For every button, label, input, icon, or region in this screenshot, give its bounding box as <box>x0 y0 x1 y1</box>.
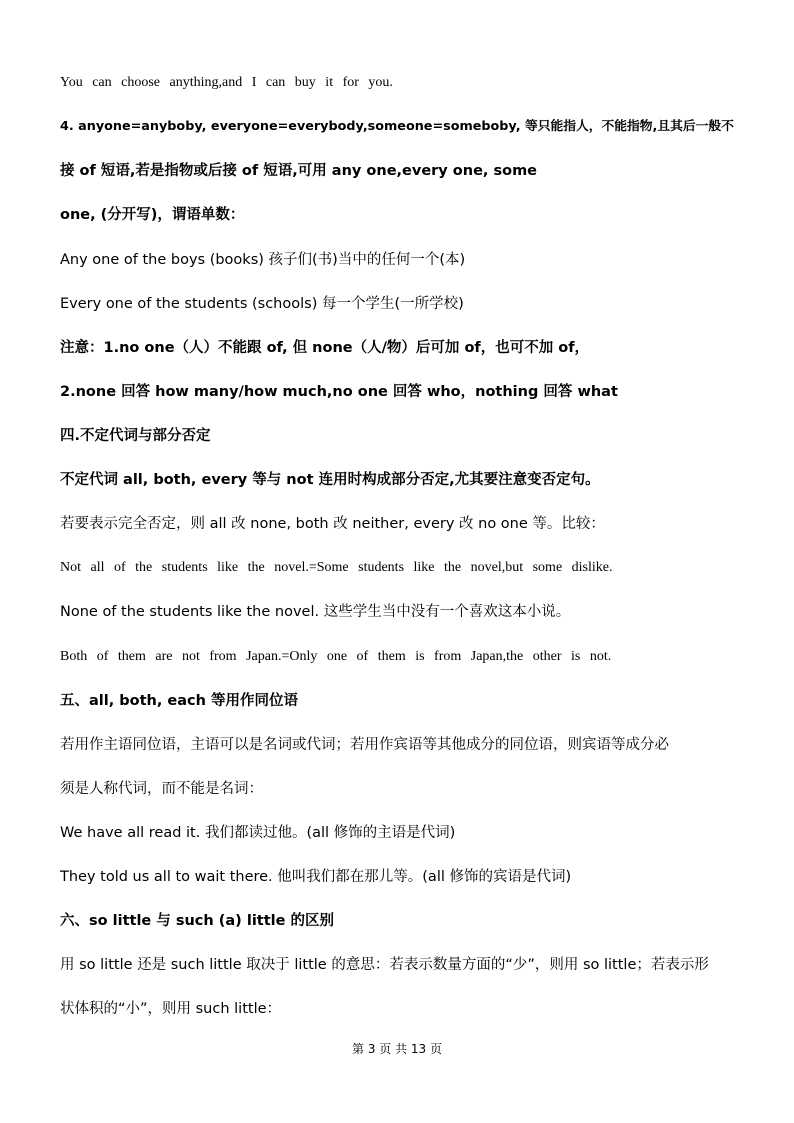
text-line: 状体积的“小”，则用 such little： <box>60 1001 282 1017</box>
text-line: Any one of the boys (books) 孩子们(书)当中的任何一个(本) <box>60 252 466 268</box>
text-line: 须是人称代词，而不能是名词： <box>60 781 263 797</box>
text-line: They told us all to wait there. 他叫我们都在那儿等。(all 修饰的宾语是代词) <box>60 869 572 885</box>
section-heading: 六、so little 与 such (a) little 的区别 <box>60 913 335 929</box>
text-line: Every one of the students (schools) 每一个学生(一所学校) <box>60 296 464 312</box>
text-line: 4. anyone=anyboby, everyone=everybody,someone=someboby, 等只能指人，不能指物,且其后一般不 <box>60 119 734 134</box>
text-line: Not all of the students like the novel.=Some students like the novel,but some dislike. <box>60 560 613 575</box>
text-line: 若用作主语同位语，主语可以是名词或代词；若用作宾语等其他成分的同位语，则宾语等成分必 <box>60 737 669 753</box>
text-line: Both of them are not from Japan.=Only one of them is from Japan,the other is not. <box>60 649 612 664</box>
section-heading: 五、all, both, each 等用作同位语 <box>60 693 299 709</box>
text-line: We have all read it. 我们都读过他。(all 修饰的主语是代词) <box>60 825 456 841</box>
text-line: 注意：1.no one（人）不能跟 of, 但 none（人/物）后可加 of，也可不加 of， <box>60 340 590 356</box>
text-line: 接 of 短语,若是指物或后接 of 短语,可用 any one,every one, some <box>60 163 538 179</box>
text-line: None of the students like the novel. 这些学生当中没有一个喜欢这本小说。 <box>60 604 571 620</box>
text-line: 不定代词 all, both, every 等与 not 连用时构成部分否定,尤其要注意变否定句。 <box>60 472 600 488</box>
text-line: 若要表示完全否定，则 all 改 none, both 改 neither, every 改 no one 等。比较： <box>60 516 605 532</box>
text-line: 用 so little 还是 such little 取决于 little 的意思：若表示数量方面的“少”，则用 so little；若表示形 <box>60 957 709 973</box>
text-line: You can choose anything,and I can buy it for you. <box>60 75 393 90</box>
page-footer: 第 3 页 共 13 页 <box>352 1042 442 1056</box>
text-line: one, (分开写)，谓语单数： <box>60 207 245 223</box>
section-heading: 四.不定代词与部分否定 <box>60 428 211 444</box>
text-line: 2.none 回答 how many/how much,no one 回答 who，nothing 回答 what <box>60 384 618 400</box>
